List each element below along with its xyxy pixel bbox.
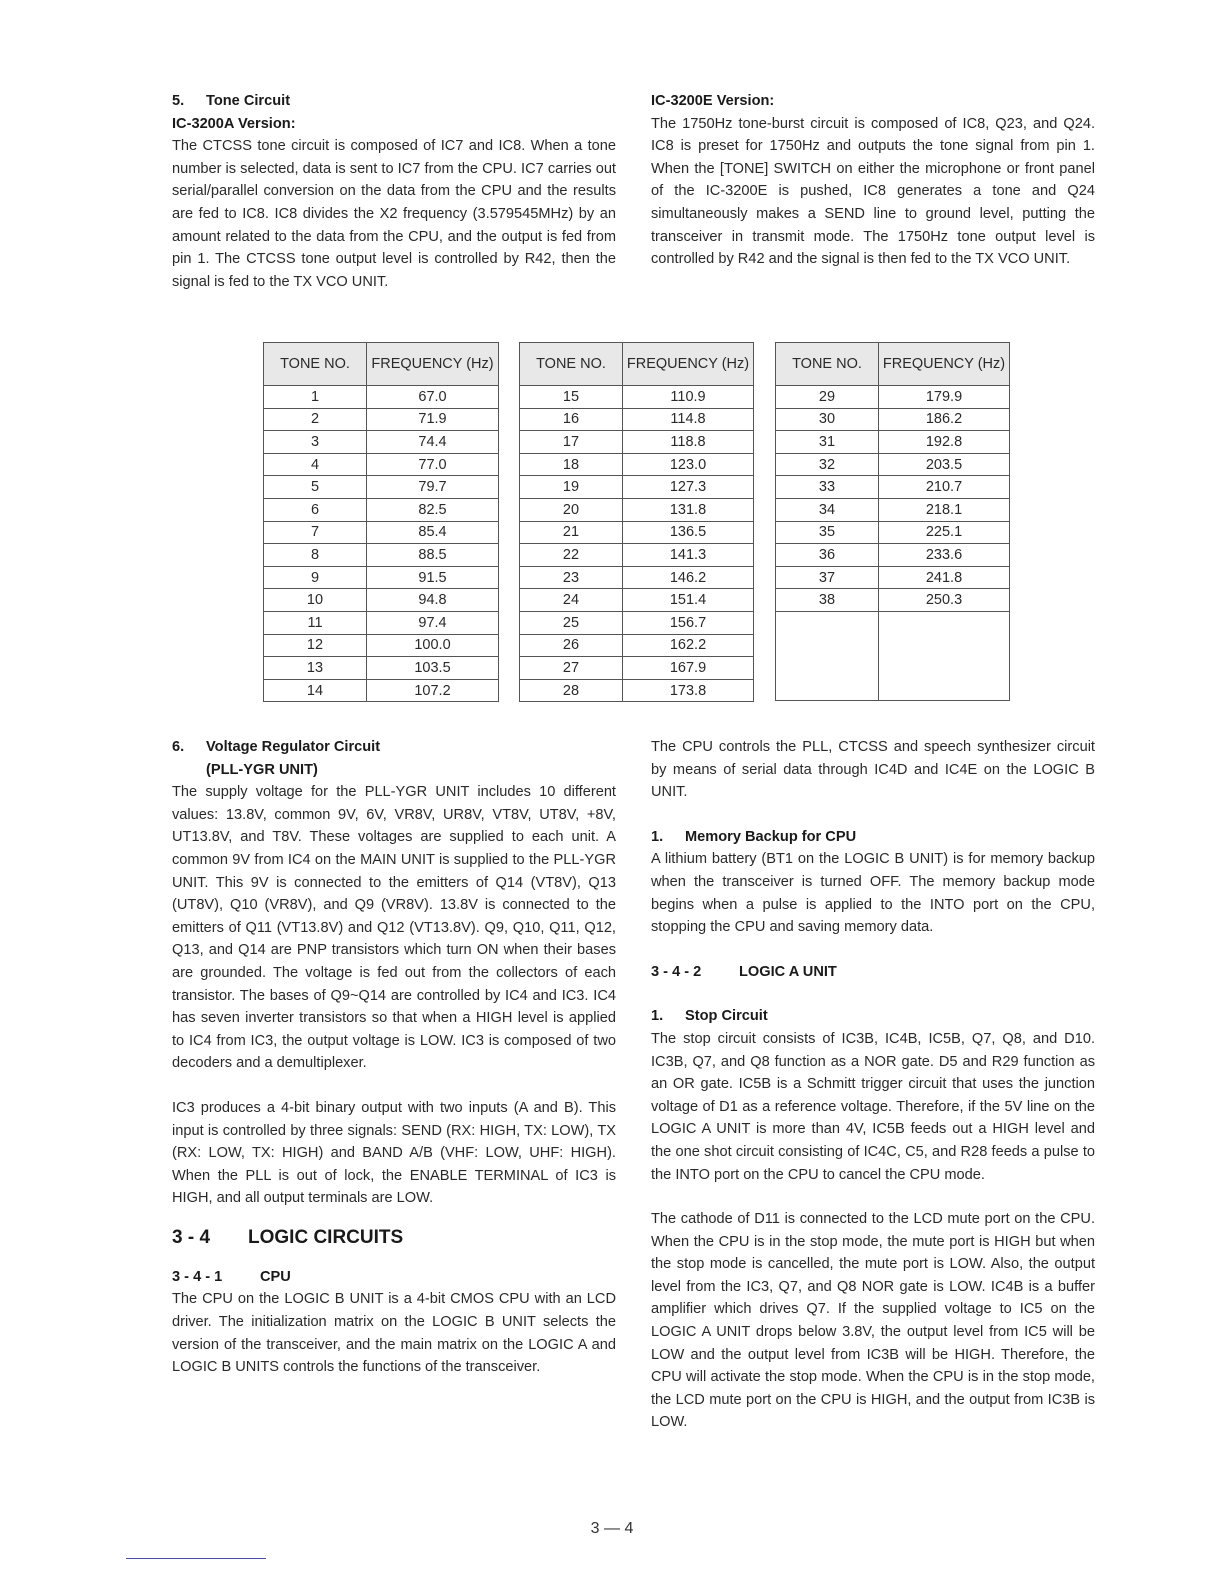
- tone-row: [264, 657, 499, 680]
- tone-number-cell: 8: [264, 544, 367, 567]
- a-version-heading: IC-3200A Version:: [172, 115, 296, 132]
- frequency-header: FREQUENCY (Hz): [879, 343, 1010, 386]
- tone-number-cell: 25: [520, 611, 623, 634]
- tone-number-cell: 5: [264, 476, 367, 499]
- tone-row: [776, 544, 1010, 567]
- tone-row: [776, 386, 1010, 409]
- tone-circuit-e: [651, 90, 1095, 271]
- tone-number-cell: 27: [520, 657, 623, 680]
- tone-frequency-cell: 225.1: [879, 521, 1010, 544]
- tone-frequency-cell: 233.6: [879, 544, 1010, 567]
- tone-row: [776, 521, 1010, 544]
- tone-number-cell: 4: [264, 453, 367, 476]
- tone-number-cell: 37: [776, 566, 879, 589]
- tone-number-cell: 18: [520, 453, 623, 476]
- tone-row: [520, 498, 754, 521]
- tone-row: [776, 453, 1010, 476]
- frequency-header: FREQUENCY (Hz): [367, 343, 499, 386]
- tone-frequency-cell: 179.9: [879, 386, 1010, 409]
- tone-row: [264, 408, 499, 431]
- memory-backup-heading: 1. Memory Backup for CPU: [651, 828, 857, 845]
- tone-number-cell: 30: [776, 408, 879, 431]
- tone-table-3: [775, 342, 1010, 701]
- tone-row: [264, 521, 499, 544]
- tone-row: [776, 408, 1010, 431]
- tone-row: [520, 476, 754, 499]
- tone-number-cell: 24: [520, 589, 623, 612]
- tone-number-cell: 10: [264, 589, 367, 612]
- tone-frequency-cell: 151.4: [623, 589, 754, 612]
- tone-number-cell: 29: [776, 386, 879, 409]
- tone-number-cell: 33: [776, 476, 879, 499]
- tone-frequency-cell: 100.0: [367, 634, 499, 657]
- tone-table-2: [519, 342, 754, 702]
- tone-frequency-cell: 141.3: [623, 544, 754, 567]
- tone-frequency-cell: 88.5: [367, 544, 499, 567]
- tone-frequency-cell: 241.8: [879, 566, 1010, 589]
- tone-number-cell: 1: [264, 386, 367, 409]
- tone-frequency-cell: 127.3: [623, 476, 754, 499]
- tone-frequency-cell: 67.0: [367, 386, 499, 409]
- tone-number-cell: 32: [776, 453, 879, 476]
- tone-number-cell: 22: [520, 544, 623, 567]
- tone-number-cell: 28: [520, 679, 623, 702]
- tone-circuit-heading: 5. Tone Circuit: [172, 93, 291, 109]
- tone-frequency-cell: 162.2: [623, 634, 754, 657]
- tone-row: [264, 566, 499, 589]
- tone-row: [520, 566, 754, 589]
- tone-number-cell: 17: [520, 431, 623, 454]
- empty-row: [776, 611, 1010, 700]
- e-version-heading: IC-3200E Version:: [651, 93, 775, 109]
- voltage-heading: 6. Voltage Regulator Circuit: [172, 739, 381, 755]
- logic-a-heading: 3 - 4 - 2 LOGIC A UNIT: [651, 963, 837, 980]
- tone-frequency-cell: 107.2: [367, 679, 499, 702]
- tone-number-cell: 6: [264, 498, 367, 521]
- tone-number-cell: 36: [776, 544, 879, 567]
- tone-number-cell: 14: [264, 679, 367, 702]
- stop-circuit-heading: 1. Stop Circuit: [651, 1008, 768, 1025]
- tone-no-header: TONE NO.: [776, 343, 879, 386]
- tone-row: [520, 657, 754, 680]
- right-column-lower: [651, 736, 1095, 1434]
- tone-frequency-cell: 103.5: [367, 657, 499, 680]
- tone-row: [776, 589, 1010, 612]
- voltage-subheading: (PLL-YGR UNIT): [206, 761, 318, 778]
- logic-circuits-heading: 3 - 4 LOGIC CIRCUITS: [172, 1226, 404, 1248]
- tone-row: [264, 431, 499, 454]
- footer-rule: [126, 1558, 266, 1559]
- tone-frequency-cell: 173.8: [623, 679, 754, 702]
- tone-frequency-cell: 82.5: [367, 498, 499, 521]
- tone-row: [776, 566, 1010, 589]
- tone-number-cell: 7: [264, 521, 367, 544]
- tone-frequency-cell: 110.9: [623, 386, 754, 409]
- tone-row: [776, 431, 1010, 454]
- tone-frequency-cell: 85.4: [367, 521, 499, 544]
- tone-frequency-cell: 210.7: [879, 476, 1010, 499]
- tone-number-cell: 12: [264, 634, 367, 657]
- voltage-para-1: The supply voltage for the PLL-YGR UNIT includes 10 different values: 13.8V, common 9V, 6V, VR8V, UR8V, VT8V, UT8V, +8V, UT13.8V, and T8V. These voltages are supplied to each unit. A common 9V from IC4 on the MAIN UNIT is supplied to the PLL-YGR UNIT. This 9V is connected to the emitters of Q14 (VT8V), Q13 (UT8V), Q10 (VR8V), and Q9 (VR8V). 13.8V is connected to the emitters of Q11 (VT13.8V) and Q12 (VT13.8V). Q9, Q10, Q11, Q12, Q13, and Q14 are PNP transistors which turn ON when their bases are grounded. The voltage is fed out from the collectors of each transistor. The bases of Q9~Q14 are controlled by IC4 and IC3. IC4 has seven inverter transistors so that when a HIGH level is applied to IC4 from IC3, the output voltage is LOW. IC3 is composed of two decoders and a demultiplexer.: [172, 784, 616, 1072]
- tone-row: [264, 611, 499, 634]
- e-version-text: The 1750Hz tone-burst circuit is composed of IC8, Q23, and Q24. IC8 is preset for 1750Hz and outputs the tone signal from pin 1. When the [TONE] SWITCH on either the microphone or front panel of the IC-3200E is pushed, IC8 generates a tone and Q24 simultaneously makes a SEND line to ground level, putting the transceiver in transmit mode. The 1750Hz tone output level is controlled by R42 and the signal is then fed to the TX VCO UNIT.: [651, 115, 1095, 268]
- tone-number-cell: 23: [520, 566, 623, 589]
- memory-backup-text: A lithium battery (BT1 on the LOGIC B UNIT) is for memory backup when the transceiver is turned OFF. The memory backup mode begins when a pulse is applied to the INTO port on the CPU, stopping the CPU and saving memory data.: [651, 851, 1095, 936]
- tone-row: [264, 386, 499, 409]
- left-column-lower: [172, 736, 616, 1379]
- tone-circuit-a: [172, 90, 616, 293]
- tone-frequency-cell: 156.7: [623, 611, 754, 634]
- tone-row: [520, 611, 754, 634]
- tone-frequency-cell: 97.4: [367, 611, 499, 634]
- tone-number-cell: 34: [776, 498, 879, 521]
- tone-row: [264, 679, 499, 702]
- tone-number-cell: 16: [520, 408, 623, 431]
- tone-frequency-cell: 250.3: [879, 589, 1010, 612]
- cpu-text: The CPU on the LOGIC B UNIT is a 4-bit CMOS CPU with an LCD driver. The initialization matrix on the LOGIC B UNIT selects the version of the transceiver, and the main matrix on the LOGIC A and LOGIC B UNITS controls the functions of the transceiver.: [172, 1291, 616, 1376]
- tone-row: [520, 521, 754, 544]
- tone-frequency-cell: 71.9: [367, 408, 499, 431]
- tone-frequency-cell: 74.4: [367, 431, 499, 454]
- tone-number-cell: 21: [520, 521, 623, 544]
- tone-frequency-cell: 79.7: [367, 476, 499, 499]
- tone-frequency-cell: 192.8: [879, 431, 1010, 454]
- tone-number-cell: 9: [264, 566, 367, 589]
- tone-row: [520, 679, 754, 702]
- tone-number-cell: 38: [776, 589, 879, 612]
- tone-frequency-cell: 123.0: [623, 453, 754, 476]
- tone-row: [520, 634, 754, 657]
- tone-row: [264, 453, 499, 476]
- tone-row: [264, 498, 499, 521]
- tone-no-header: TONE NO.: [264, 343, 367, 386]
- empty-cell: [776, 611, 879, 700]
- tone-row: [264, 634, 499, 657]
- tone-number-cell: 35: [776, 521, 879, 544]
- tone-frequency-cell: 77.0: [367, 453, 499, 476]
- tone-frequency-cell: 118.8: [623, 431, 754, 454]
- tone-number-cell: 3: [264, 431, 367, 454]
- tone-number-cell: 31: [776, 431, 879, 454]
- tone-number-cell: 13: [264, 657, 367, 680]
- tone-frequency-cell: 136.5: [623, 521, 754, 544]
- tone-row: [520, 386, 754, 409]
- tone-frequency-cell: 131.8: [623, 498, 754, 521]
- tone-row: [520, 453, 754, 476]
- a-version-text: The CTCSS tone circuit is composed of IC7 and IC8. When a tone number is selected, data is sent to IC7 from the CPU. IC7 carries out serial/parallel conversion on the data from the CPU and the results are fed to IC8. IC8 divides the X2 frequency (3.579545MHz) by an amount related to the data from the CPU, and the output is fed from pin 1. The CTCSS tone output level is controlled by R42, then the signal is fed to the TX VCO UNIT.: [172, 138, 616, 290]
- tone-number-cell: 2: [264, 408, 367, 431]
- page-number: 3 — 4: [590, 1520, 634, 1537]
- tone-frequency-cell: 203.5: [879, 453, 1010, 476]
- tone-row: [776, 498, 1010, 521]
- tone-table-1: [263, 342, 499, 702]
- tone-frequency-cell: 146.2: [623, 566, 754, 589]
- tone-frequency-cell: 167.9: [623, 657, 754, 680]
- cpu-text-2: The CPU controls the PLL, CTCSS and speech synthesizer circuit by means of serial data through IC4D and IC4E on the LOGIC B UNIT.: [651, 739, 1095, 801]
- tone-row: [264, 476, 499, 499]
- tone-frequency-cell: 91.5: [367, 566, 499, 589]
- voltage-para-2: IC3 produces a 4-bit binary output with two inputs (A and B). This input is controlled by three signals: SEND (RX: HIGH, TX: LOW), TX (RX: LOW, TX: HIGH) and BAND A/B (VHF: LOW, UHF: HIGH). When the PLL is out of lock, the ENABLE TERMINAL of IC3 is HIGH, and all output terminals are LOW.: [172, 1099, 616, 1207]
- tone-frequency-cell: 218.1: [879, 498, 1010, 521]
- tone-row: [264, 544, 499, 567]
- stop-circuit-text-1: The stop circuit consists of IC3B, IC4B, IC5B, Q7, Q8, and D10. IC3B, Q7, and Q8 function as a NOR gate. D5 and R29 function as an OR gate. IC5B is a Schmitt trigger circuit that uses the junction voltage of D1 as a reference voltage. Therefore, if the 5V line on the LOGIC A UNIT is more than 4V, IC5B feeds out a HIGH level and the one shot circuit consisting of IC4C, C5, and R28 feeds a pulse to the INTO port on the CPU to cancel the CPU mode.: [651, 1030, 1095, 1183]
- tone-number-cell: 19: [520, 476, 623, 499]
- empty-cell: [879, 611, 1010, 700]
- tone-number-cell: 15: [520, 386, 623, 409]
- tone-row: [520, 408, 754, 431]
- frequency-header: FREQUENCY (Hz): [623, 343, 754, 386]
- tone-no-header: TONE NO.: [520, 343, 623, 386]
- tone-row: [520, 589, 754, 612]
- tone-row: [264, 589, 499, 612]
- stop-circuit-text-2: The cathode of D11 is connected to the LCD mute port on the CPU. When the CPU is in the stop mode, the mute port is HIGH but when the stop mode is cancelled, the mute port is LOW. Also, the output level from the IC3, Q7, and Q8 NOR gate is LOW. IC4B is a buffer amplifier which drives Q7. If the supplied voltage to IC5 on the LOGIC A UNIT drops below 3.8V, the output level from IC5 will be LOW and the output level from IC3B will be HIGH. Therefore, the CPU will activate the stop mode. When the CPU is in the stop mode, the LCD mute port on the CPU is HIGH, and the output from IC3B is LOW.: [651, 1211, 1095, 1431]
- tone-number-cell: 11: [264, 611, 367, 634]
- tone-frequency-cell: 186.2: [879, 408, 1010, 431]
- tone-row: [520, 544, 754, 567]
- tone-number-cell: 20: [520, 498, 623, 521]
- tone-row: [520, 431, 754, 454]
- tone-frequency-cell: 114.8: [623, 408, 754, 431]
- tone-row: [776, 476, 1010, 499]
- cpu-heading: 3 - 4 - 1 CPU: [172, 1268, 291, 1285]
- tone-number-cell: 26: [520, 634, 623, 657]
- tone-frequency-cell: 94.8: [367, 589, 499, 612]
